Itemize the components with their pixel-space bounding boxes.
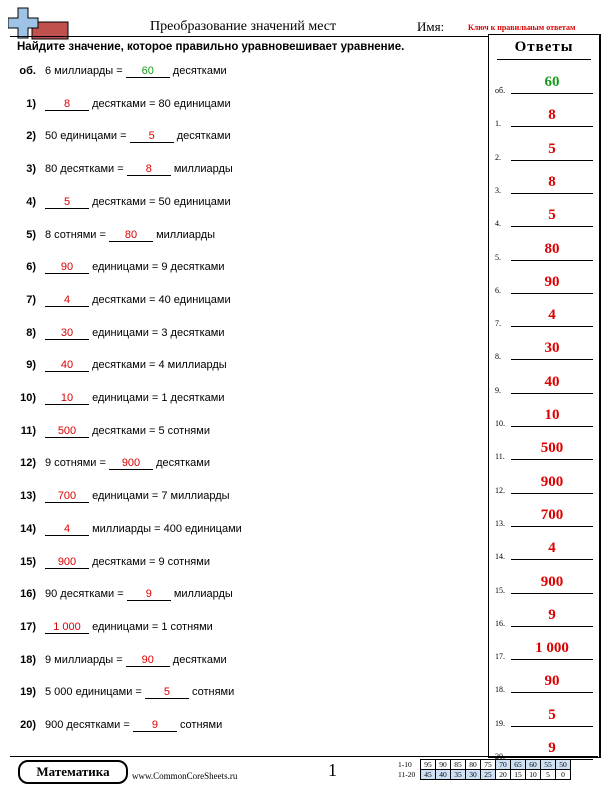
question-right: десятками — [172, 653, 227, 666]
page-title: Преобразование значений мест — [150, 19, 337, 34]
question-text — [45, 196, 231, 209]
question-number: 11) — [20, 424, 36, 437]
answer-row — [489, 67, 599, 97]
score-cell: 90 — [436, 760, 451, 770]
question-row — [0, 423, 488, 441]
question-left: 900 десятками = — [45, 719, 130, 731]
answer-line — [511, 126, 593, 127]
answer-row — [489, 666, 599, 696]
score-cell: 60 — [526, 760, 541, 770]
answer-value: 4 — [548, 307, 556, 324]
question-text — [45, 654, 227, 667]
answer-blank: 8 — [45, 98, 89, 111]
answer-blank: 5 — [130, 130, 174, 143]
answer-blank: 500 — [45, 425, 89, 438]
question-number: 2) — [26, 130, 36, 143]
score-cell: 95 — [421, 760, 436, 770]
answer-label: 5. — [495, 252, 501, 262]
question-row — [0, 161, 488, 179]
question-text — [45, 392, 224, 405]
question-right: десятками = 9 сотнями — [92, 555, 210, 568]
answer-label: 9. — [495, 385, 501, 395]
question-number: 7) — [26, 293, 36, 306]
page-number: 1 — [328, 760, 337, 780]
answer-label: 13. — [495, 518, 505, 528]
question-text — [45, 261, 224, 274]
answer-line — [511, 393, 593, 394]
answer-label: об. — [495, 86, 506, 95]
answer-row — [489, 367, 599, 397]
question-number: 9) — [26, 359, 36, 372]
question-number: 17) — [20, 620, 36, 633]
answer-label: 19. — [495, 718, 505, 728]
answer-row — [489, 633, 599, 663]
answer-row — [489, 433, 599, 463]
answer-blank: 40 — [45, 359, 89, 372]
answer-panel — [488, 34, 601, 758]
question-left: 8 сотнями = — [45, 228, 106, 241]
question-number: 14) — [20, 522, 36, 535]
question-row — [0, 586, 488, 604]
answer-line — [511, 359, 593, 360]
question-row — [0, 63, 488, 81]
answer-label: 18. — [495, 685, 505, 695]
score-cell: 55 — [541, 760, 556, 770]
question-right: сотнями — [191, 686, 235, 699]
question-text — [45, 130, 231, 143]
answer-label: 7. — [495, 319, 501, 329]
question-text — [45, 457, 210, 470]
answer-line — [511, 93, 593, 94]
question-row — [0, 488, 488, 506]
question-number: 6) — [26, 261, 36, 274]
question-right: десятками — [176, 130, 231, 143]
question-left: 9 миллиарды = — [45, 653, 123, 666]
answer-label: 11. — [495, 452, 505, 462]
answer-line — [511, 160, 593, 161]
answer-blank: 80 — [109, 229, 153, 242]
answer-value: 10 — [544, 407, 560, 423]
answer-blank: 9 — [133, 719, 177, 732]
answer-value: 8 — [548, 107, 556, 124]
answer-line — [511, 193, 593, 194]
question-left: 6 миллиарды = — [45, 65, 123, 77]
answer-row — [489, 267, 599, 297]
question-number: 3) — [26, 163, 36, 176]
question-number: об. — [19, 65, 36, 77]
answer-line — [511, 526, 593, 527]
question-right: единицами = 9 десятками — [92, 261, 225, 274]
answer-row — [489, 200, 599, 230]
site-url: www.CommonCoreSheets.ru — [132, 771, 238, 781]
question-number: 5) — [26, 228, 36, 241]
question-number: 15) — [20, 555, 36, 568]
score-cell: 5 — [541, 770, 556, 780]
answer-value: 40 — [544, 373, 560, 390]
question-number: 12) — [20, 457, 36, 470]
question-text — [45, 425, 210, 438]
answer-value: 90 — [544, 673, 560, 690]
question-row — [0, 325, 488, 343]
answer-row — [489, 300, 599, 330]
header-divider — [10, 36, 488, 37]
answer-value: 80 — [544, 240, 560, 257]
answer-value: 5 — [548, 207, 556, 224]
answer-blank: 900 — [109, 457, 153, 470]
answer-row — [489, 600, 599, 630]
question-number: 13) — [20, 490, 36, 503]
answer-value: 900 — [540, 573, 564, 590]
score-cell: 15 — [511, 770, 526, 780]
answer-line — [511, 626, 593, 627]
question-text — [45, 229, 215, 242]
answer-label: 16. — [495, 618, 505, 628]
answer-line — [511, 559, 593, 560]
answer-row — [489, 533, 599, 563]
question-text — [45, 719, 222, 732]
answer-label: 14. — [495, 552, 505, 562]
answer-row — [489, 500, 599, 530]
question-row — [0, 554, 488, 572]
score-cell: 70 — [496, 760, 511, 770]
question-text — [45, 327, 224, 340]
answer-line — [511, 726, 593, 727]
question-right: миллиарды — [173, 588, 233, 601]
question-right: миллиарды = 400 единицами — [92, 522, 242, 535]
question-row — [0, 717, 488, 735]
answer-line — [511, 459, 593, 460]
answer-blank: 10 — [45, 392, 89, 405]
answer-label: 10. — [495, 419, 505, 428]
answer-value: 60 — [544, 74, 560, 90]
answer-label: 1. — [495, 119, 501, 129]
answer-line — [511, 426, 593, 427]
answer-label: 6. — [495, 285, 501, 295]
question-row — [0, 357, 488, 375]
question-number: 10) — [20, 392, 36, 404]
answer-value: 90 — [544, 273, 560, 290]
question-left: 50 единицами = — [45, 130, 127, 143]
answer-label: 4. — [495, 219, 501, 229]
answers-title-underline — [497, 59, 591, 60]
answer-blank: 90 — [45, 261, 89, 274]
answer-row — [489, 400, 599, 430]
answer-blank: 4 — [45, 523, 89, 536]
question-right: миллиарды — [156, 228, 216, 241]
question-left: 90 десятками = — [45, 588, 124, 601]
question-row — [0, 619, 488, 637]
question-text — [45, 686, 234, 699]
question-row — [0, 227, 488, 245]
question-text — [45, 523, 242, 536]
answer-blank: 1 000 — [45, 621, 89, 634]
answer-label: 15. — [495, 585, 505, 595]
question-right: десятками = 50 единицами — [92, 195, 231, 208]
score-row-label: 1-10 — [398, 760, 412, 769]
answer-line — [511, 326, 593, 327]
brand-badge: Математика — [18, 760, 128, 784]
answer-row — [489, 100, 599, 130]
question-left: 5 000 единицами = — [45, 686, 142, 699]
question-row — [0, 128, 488, 146]
score-cell: 80 — [466, 760, 481, 770]
score-row-label: 11-20 — [398, 770, 416, 779]
answer-row — [489, 700, 599, 730]
score-cell: 25 — [481, 770, 496, 780]
question-right: единицами = 1 десятками — [92, 392, 225, 404]
question-right: десятками = 40 единицами — [92, 293, 231, 306]
answer-row — [489, 333, 599, 363]
answer-blank: 9 — [127, 588, 171, 601]
question-number: 20) — [20, 719, 36, 731]
question-row — [0, 292, 488, 310]
answer-value: 30 — [544, 340, 560, 357]
answer-value: 700 — [540, 506, 564, 523]
answer-blank: 30 — [45, 327, 89, 340]
score-cell: 40 — [436, 770, 451, 780]
score-table — [398, 759, 571, 780]
answer-line — [511, 659, 593, 660]
question-right: десятками = 5 сотнями — [92, 424, 210, 437]
answer-label: 2. — [495, 152, 501, 162]
question-number: 8) — [26, 326, 36, 339]
question-text — [45, 490, 230, 503]
answer-label: 3. — [495, 185, 501, 195]
score-cell: 65 — [511, 760, 526, 770]
question-row — [0, 455, 488, 473]
answer-blank: 5 — [145, 686, 189, 699]
score-cell: 45 — [421, 770, 436, 780]
answer-blank: 60 — [126, 65, 170, 78]
score-cell: 30 — [466, 770, 481, 780]
question-row — [0, 194, 488, 212]
answer-row — [489, 167, 599, 197]
question-row — [0, 390, 488, 408]
score-row — [398, 770, 571, 780]
answer-line — [511, 493, 593, 494]
answer-row — [489, 467, 599, 497]
answer-key-label: Ключ к правильным ответам — [468, 23, 576, 32]
score-cell: 75 — [481, 760, 496, 770]
question-right: десятками = 4 миллиарды — [92, 359, 227, 372]
plus-logo-icon — [8, 6, 70, 40]
question-text — [45, 556, 210, 569]
answer-line — [511, 226, 593, 227]
instructions: Найдите значение, которое правильно уравновешивает уравнение. — [17, 41, 405, 53]
answer-value: 8 — [548, 173, 556, 190]
answer-value: 900 — [540, 473, 564, 490]
answers-title: Ответы — [514, 39, 574, 55]
question-text — [45, 163, 233, 176]
answer-blank: 4 — [45, 294, 89, 307]
answer-row — [489, 234, 599, 264]
question-row — [0, 259, 488, 277]
answer-line — [511, 692, 593, 693]
answer-value: 4 — [548, 540, 556, 557]
question-row — [0, 96, 488, 114]
question-number: 16) — [20, 588, 36, 601]
name-label: Имя: — [417, 19, 445, 34]
question-number: 1) — [26, 97, 36, 110]
score-cell: 50 — [556, 760, 571, 770]
footer-divider — [10, 756, 598, 757]
score-cell: 10 — [526, 770, 541, 780]
score-row — [398, 760, 571, 770]
answer-value: 5 — [548, 706, 556, 723]
answer-value: 5 — [548, 140, 556, 157]
answer-label: 17. — [495, 652, 505, 662]
answer-row — [489, 567, 599, 597]
question-text — [45, 65, 227, 78]
question-right: единицами = 1 сотнями — [92, 620, 213, 633]
question-text — [45, 621, 213, 634]
answer-value: 9 — [548, 606, 556, 623]
answer-blank: 700 — [45, 490, 89, 503]
question-number: 19) — [20, 686, 36, 699]
question-right: десятками = 80 единицами — [92, 97, 231, 110]
answer-value: 9 — [548, 740, 556, 756]
question-row — [0, 521, 488, 539]
question-left: 9 сотнями = — [45, 457, 106, 470]
question-right: единицами = 3 десятками — [92, 326, 225, 339]
question-text — [45, 359, 227, 372]
score-cell: 35 — [451, 770, 466, 780]
question-left: 80 десятками = — [45, 163, 124, 176]
answer-row — [489, 134, 599, 164]
answer-value: 1 000 — [535, 640, 569, 657]
answer-blank: 90 — [126, 654, 170, 667]
answer-label: 8. — [495, 352, 501, 362]
question-number: 4) — [26, 195, 36, 208]
answer-line — [511, 260, 593, 261]
question-right: единицами = 7 миллиарды — [92, 490, 230, 503]
question-text — [45, 588, 233, 601]
answer-blank: 8 — [127, 163, 171, 176]
score-cell: 0 — [556, 770, 571, 780]
question-right: сотнями — [179, 719, 223, 731]
question-text — [45, 98, 231, 111]
answer-blank: 5 — [45, 196, 89, 209]
question-number: 18) — [20, 653, 36, 666]
question-right: десятками — [156, 457, 210, 470]
question-right: миллиарды — [173, 163, 233, 176]
score-cell: 85 — [451, 760, 466, 770]
question-right: десятками — [172, 65, 227, 77]
answer-line — [511, 593, 593, 594]
answer-line — [511, 293, 593, 294]
answer-value: 500 — [540, 440, 564, 457]
question-text — [45, 294, 231, 307]
question-row — [0, 684, 488, 702]
score-cell: 20 — [496, 770, 511, 780]
answer-label: 12. — [495, 485, 505, 495]
answer-blank: 900 — [45, 556, 89, 569]
question-row — [0, 652, 488, 670]
